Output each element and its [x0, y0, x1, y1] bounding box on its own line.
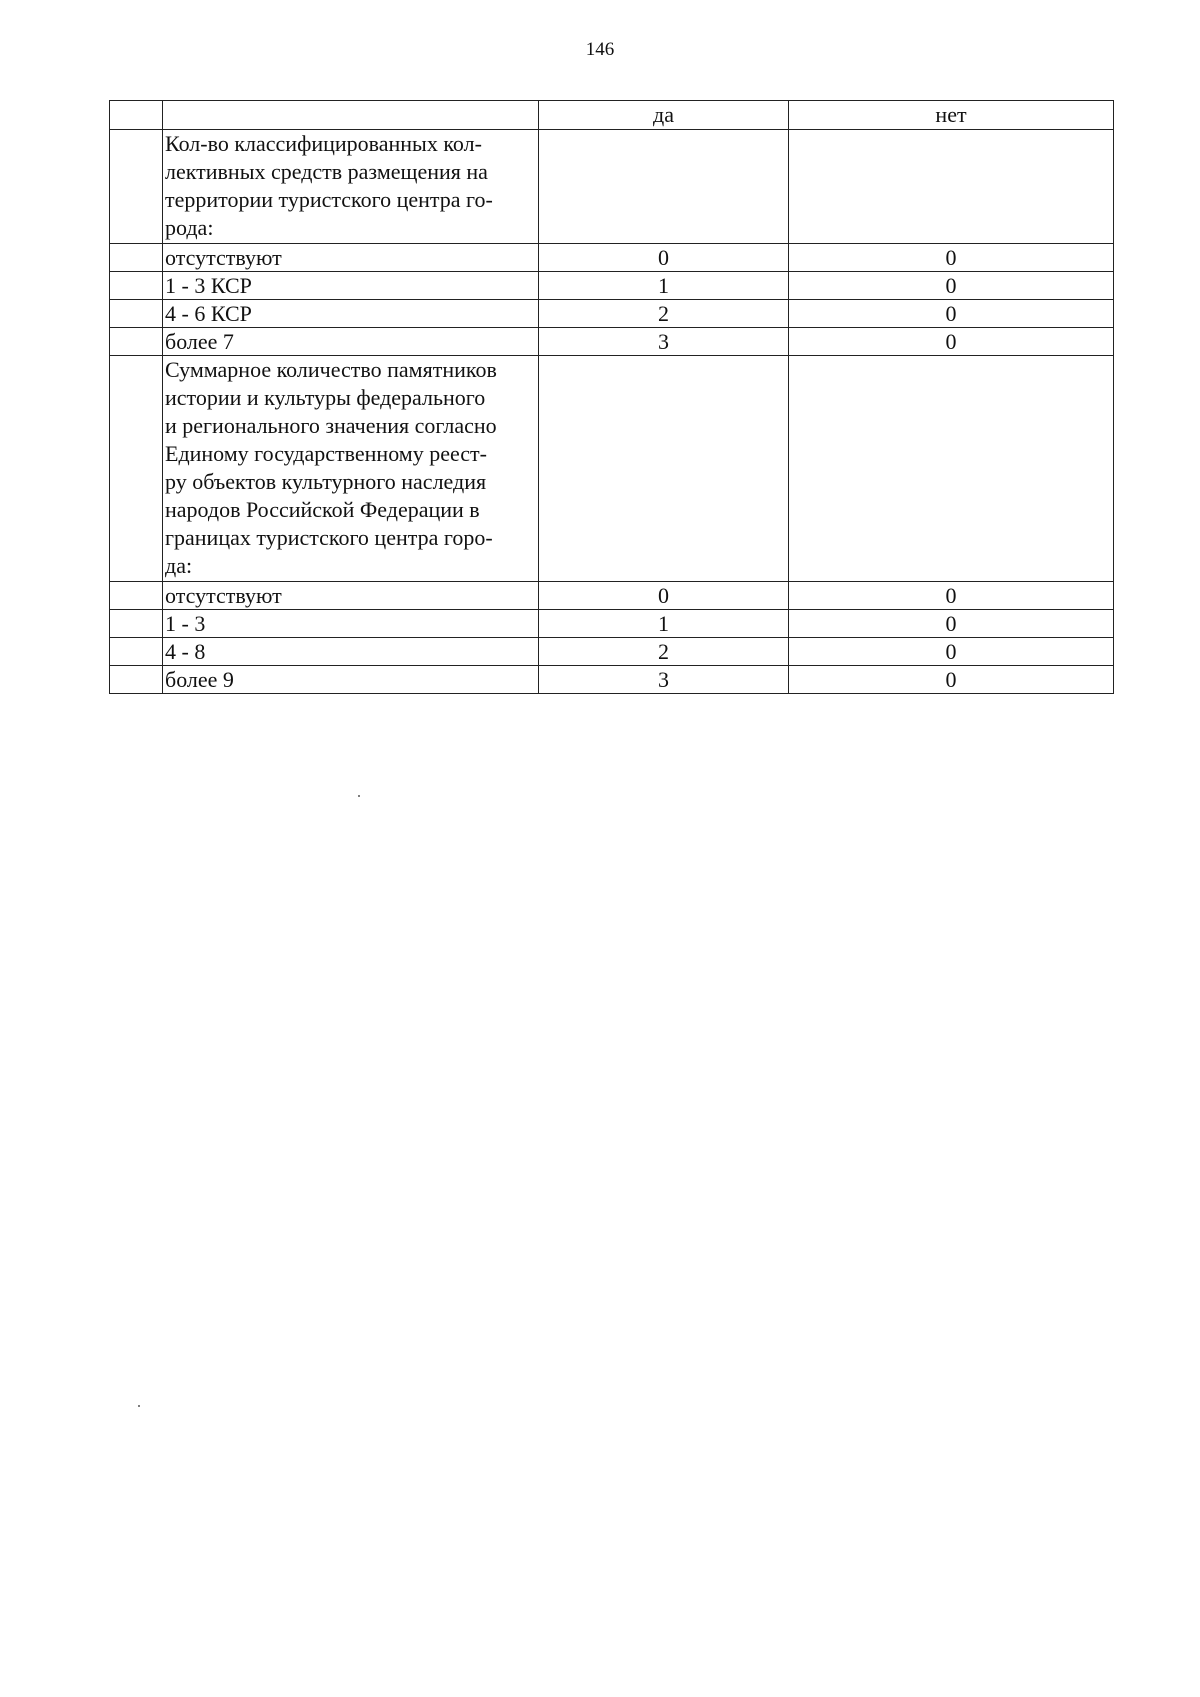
header-yes-cell: да	[539, 101, 789, 130]
section-title-line: лективных средств размещения на	[165, 159, 488, 184]
section-title-line: Суммарное количество памятников	[165, 357, 497, 382]
section-title-row	[110, 356, 1114, 582]
scan-speck	[138, 1405, 140, 1407]
section-number-cell	[110, 130, 163, 244]
section-title-line: Кол-во классифицированных кол-	[165, 131, 482, 156]
section-title-line: и регионального значения согласно	[165, 413, 497, 438]
no-score: 0	[789, 610, 1114, 638]
no-score: 0	[789, 300, 1114, 328]
yes-score: 1	[539, 272, 789, 300]
section-title-line: территории туристского центра го-	[165, 187, 493, 212]
row-number-cell	[110, 638, 163, 666]
section-number-cell	[110, 356, 163, 582]
yes-score: 3	[539, 328, 789, 356]
section-title-line: рода:	[165, 215, 214, 240]
section-title-line: ру объектов культурного наследия	[165, 469, 487, 494]
page-number: 146	[585, 39, 615, 60]
section-title-line: Единому государственному реест-	[165, 441, 487, 466]
table-row	[110, 244, 1114, 272]
yes-score: 2	[539, 638, 789, 666]
table-row	[110, 328, 1114, 356]
header-label-cell	[163, 101, 539, 130]
row-number-cell	[110, 244, 163, 272]
header-number-cell	[110, 101, 163, 130]
header-no-cell: нет	[789, 101, 1114, 130]
yes-score: 2	[539, 300, 789, 328]
section-title-line: народов Российской Федерации в	[165, 497, 480, 522]
no-score: 0	[789, 244, 1114, 272]
section-title-row	[110, 130, 1114, 244]
criteria-table	[109, 100, 1114, 694]
option-label: отсутствуют	[163, 582, 539, 610]
option-label: более 7	[163, 328, 539, 356]
section-yes-cell	[539, 130, 789, 244]
table-row	[110, 582, 1114, 610]
row-number-cell	[110, 300, 163, 328]
yes-score: 1	[539, 610, 789, 638]
option-label: 4 - 8	[163, 638, 539, 666]
option-label: 1 - 3 КСР	[163, 272, 539, 300]
row-number-cell	[110, 582, 163, 610]
no-score: 0	[789, 638, 1114, 666]
section-yes-cell	[539, 356, 789, 582]
no-score: 0	[789, 582, 1114, 610]
no-score: 0	[789, 272, 1114, 300]
option-label: отсутствуют	[163, 244, 539, 272]
yes-score: 0	[539, 582, 789, 610]
scan-speck	[358, 795, 360, 797]
option-label: более 9	[163, 666, 539, 694]
section-no-cell	[789, 356, 1114, 582]
table-row	[110, 666, 1114, 694]
table-row	[110, 610, 1114, 638]
no-score: 0	[789, 328, 1114, 356]
option-label: 4 - 6 КСР	[163, 300, 539, 328]
row-number-cell	[110, 272, 163, 300]
row-number-cell	[110, 666, 163, 694]
section-title-cell	[163, 130, 539, 244]
table-row	[110, 272, 1114, 300]
option-label: 1 - 3	[163, 610, 539, 638]
row-number-cell	[110, 610, 163, 638]
table-row	[110, 300, 1114, 328]
yes-score: 0	[539, 244, 789, 272]
section-title-line: истории и культуры федерального	[165, 385, 486, 410]
section-title-line: границах туристского центра горо-	[165, 525, 493, 550]
yes-score: 3	[539, 666, 789, 694]
row-number-cell	[110, 328, 163, 356]
table-row	[110, 638, 1114, 666]
table-header-row	[110, 101, 1114, 130]
section-no-cell	[789, 130, 1114, 244]
section-title-line: да:	[165, 553, 193, 578]
section-title-cell	[163, 356, 539, 582]
no-score: 0	[789, 666, 1114, 694]
